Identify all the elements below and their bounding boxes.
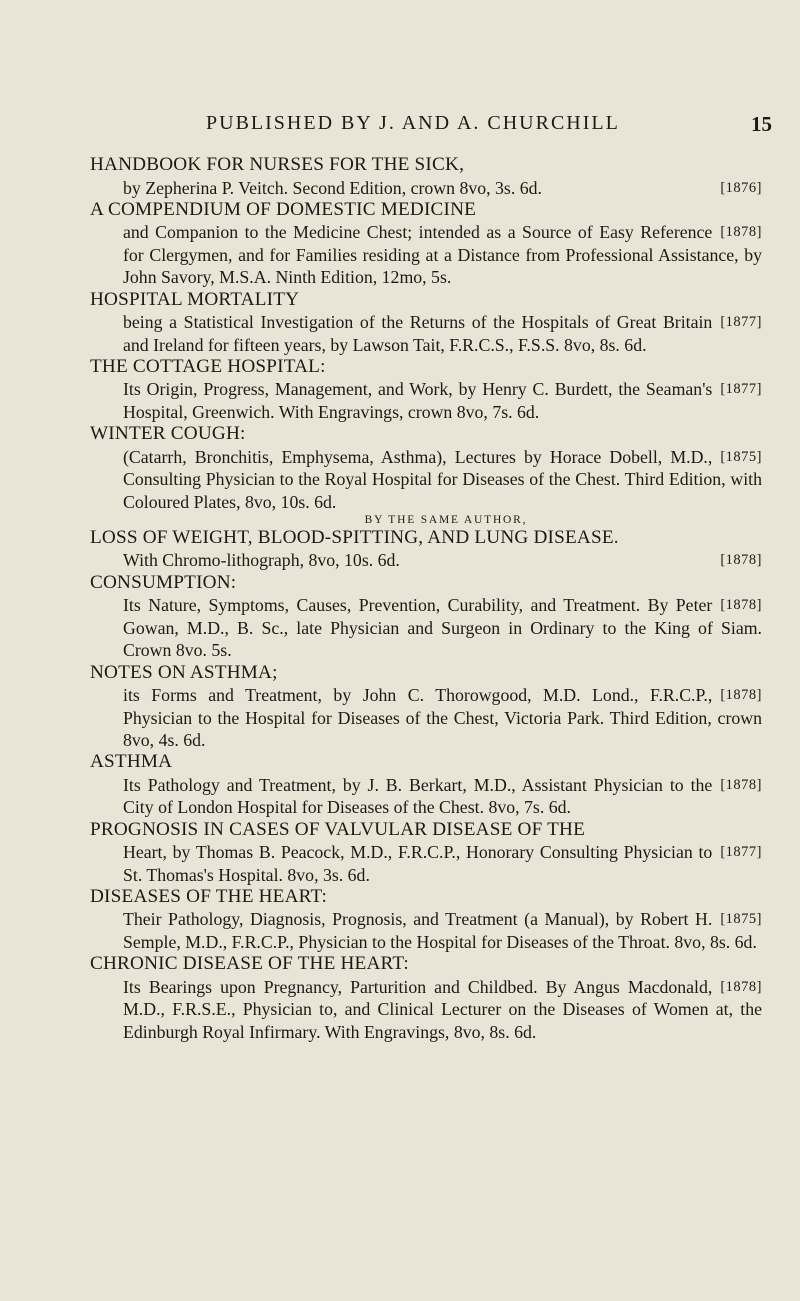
entry-body	[90, 841, 762, 886]
same-author-note: BY THE SAME AUTHOR,	[364, 513, 528, 526]
entry-date: [1875]	[720, 911, 762, 928]
running-title: PUBLISHED BY J. AND A. CHURCHILL	[206, 112, 620, 134]
catalogue-entry	[90, 423, 762, 513]
entry-date: [1878]	[720, 978, 762, 995]
entry-title: HOSPITAL MORTALITY	[90, 288, 300, 310]
catalogue-entry	[90, 819, 762, 886]
entry-title: WINTER COUGH:	[90, 423, 246, 445]
entry-body	[90, 908, 762, 953]
entry-body	[90, 311, 762, 356]
entry-title: ASTHMA	[90, 751, 173, 773]
entry-title: A COMPENDIUM OF DOMESTIC MEDICINE	[90, 198, 477, 220]
entry-text: Heart, by Thomas B. Peacock, M.D., F.R.C.P., Honorary Consulting Physician to St. Thomas's Hospital. 8vo, 3s. 6d.	[123, 842, 713, 885]
entry-date: [1877]	[720, 381, 762, 398]
entry-body	[90, 774, 762, 819]
entry-date: [1877]	[720, 314, 762, 331]
entry-date: [1877]	[720, 844, 762, 861]
entry-body	[90, 684, 762, 751]
entry-date: [1878]	[720, 687, 762, 704]
catalogue-entry	[90, 289, 762, 356]
entry-body	[90, 549, 762, 571]
entry-title: CONSUMPTION:	[90, 571, 237, 593]
entry-title: NOTES ON ASTHMA;	[90, 661, 278, 683]
catalogue-entry	[90, 154, 762, 199]
entry-text: (Catarrh, Bronchitis, Emphysema, Asthma), Lectures by Horace Dobell, M.D., Consulting Physician to the Royal Hospital for Diseases of the Chest. Third Edition, with Coloured Plates, 8vo, 10s. 6d.	[123, 446, 762, 512]
entry-text: Its Nature, Symptoms, Causes, Prevention, Curability, and Treatment. By Peter Gowan, M.D., B. Sc., late Physician and Surgeon in Ordinary to the King of Siam. Crown 8vo. 5s.	[123, 595, 762, 661]
entry-text: Their Pathology, Diagnosis, Prognosis, and Treatment (a Manual), by Robert H. Semple, M.D., F.R.C.P., Physician to the Hospital for Diseases of the Throat. 8vo, 8s. 6d.	[123, 909, 757, 952]
entry-text: Its Bearings upon Pregnancy, Parturition and Childbed. By Angus Macdonald, M.D., F.R.S.E., Physician to, and Clinical Lecturer on the Diseases of Women at, the Edinburgh Royal Infirmary. With Engravings, 8vo, 8s. 6d.	[123, 976, 762, 1042]
entry-title: THE COTTAGE HOSPITAL:	[90, 355, 326, 377]
running-head	[0, 112, 800, 136]
catalogue-list	[90, 154, 762, 1043]
entry-text: its Forms and Treatment, by John C. Thorowgood, M.D. Lond., F.R.C.P., Physician to the Hospital for Diseases of the Chest, Victoria Park. Third Edition, crown 8vo, 4s. 6d.	[123, 685, 762, 750]
page-number: 15	[751, 112, 772, 136]
entry-date: [1878]	[720, 776, 762, 793]
catalogue-entry	[90, 356, 762, 423]
entry-date: [1878]	[720, 552, 762, 569]
entry-text: Its Origin, Progress, Management, and Work, by Henry C. Burdett, the Seaman's Hospital, Greenwich. With Engravings, crown 8vo, 7s. 6d.	[123, 379, 713, 422]
entry-text: With Chromo-lithograph, 8vo, 10s. 6d.	[123, 550, 400, 571]
entry-date: [1878]	[720, 597, 762, 614]
entry-body	[90, 221, 762, 288]
entry-date: [1876]	[720, 179, 762, 196]
catalogue-entry	[90, 953, 762, 1043]
entry-date: [1878]	[720, 224, 762, 241]
catalogue-entry	[90, 751, 762, 818]
entry-body	[90, 446, 762, 513]
entry-title: PROGNOSIS IN CASES OF VALVULAR DISEASE OF THE	[90, 818, 585, 840]
entry-body	[90, 378, 762, 423]
entry-text: and Companion to the Medicine Chest; intended as a Source of Easy Reference for Clergymen, and for Families residing at a Distance from Professional Assistance, by John Savory, M.S.A. Ninth Edition, 12mo, 5s.	[123, 222, 762, 288]
entry-title: HANDBOOK FOR NURSES FOR THE SICK,	[90, 154, 465, 175]
entry-text: by Zepherina P. Veitch. Second Edition, crown 8vo, 3s. 6d.	[123, 177, 542, 198]
entry-title: DISEASES OF THE HEART:	[90, 885, 327, 907]
entry-title: CHRONIC DISEASE OF THE HEART:	[90, 953, 409, 975]
catalogue-entry	[90, 513, 762, 572]
catalogue-entry	[90, 662, 762, 752]
entry-date: [1875]	[720, 448, 762, 465]
entry-body	[90, 976, 762, 1043]
entry-title: LOSS OF WEIGHT, BLOOD-SPITTING, AND LUNG DISEASE.	[90, 526, 619, 548]
entry-text: being a Statistical Investigation of the Returns of the Hospitals of Great Britain and Ireland for fifteen years, by Lawson Tait, F.R.C.S., F.S.S. 8vo, 8s. 6d.	[123, 312, 713, 355]
entry-body	[90, 594, 762, 661]
catalogue-entry	[90, 572, 762, 662]
catalogue-entry	[90, 886, 762, 953]
catalogue-entry	[90, 199, 762, 289]
entry-text: Its Pathology and Treatment, by J. B. Berkart, M.D., Assistant Physician to the City of London Hospital for Diseases of the Chest. 8vo, 7s. 6d.	[123, 774, 713, 818]
entry-body	[90, 177, 762, 199]
